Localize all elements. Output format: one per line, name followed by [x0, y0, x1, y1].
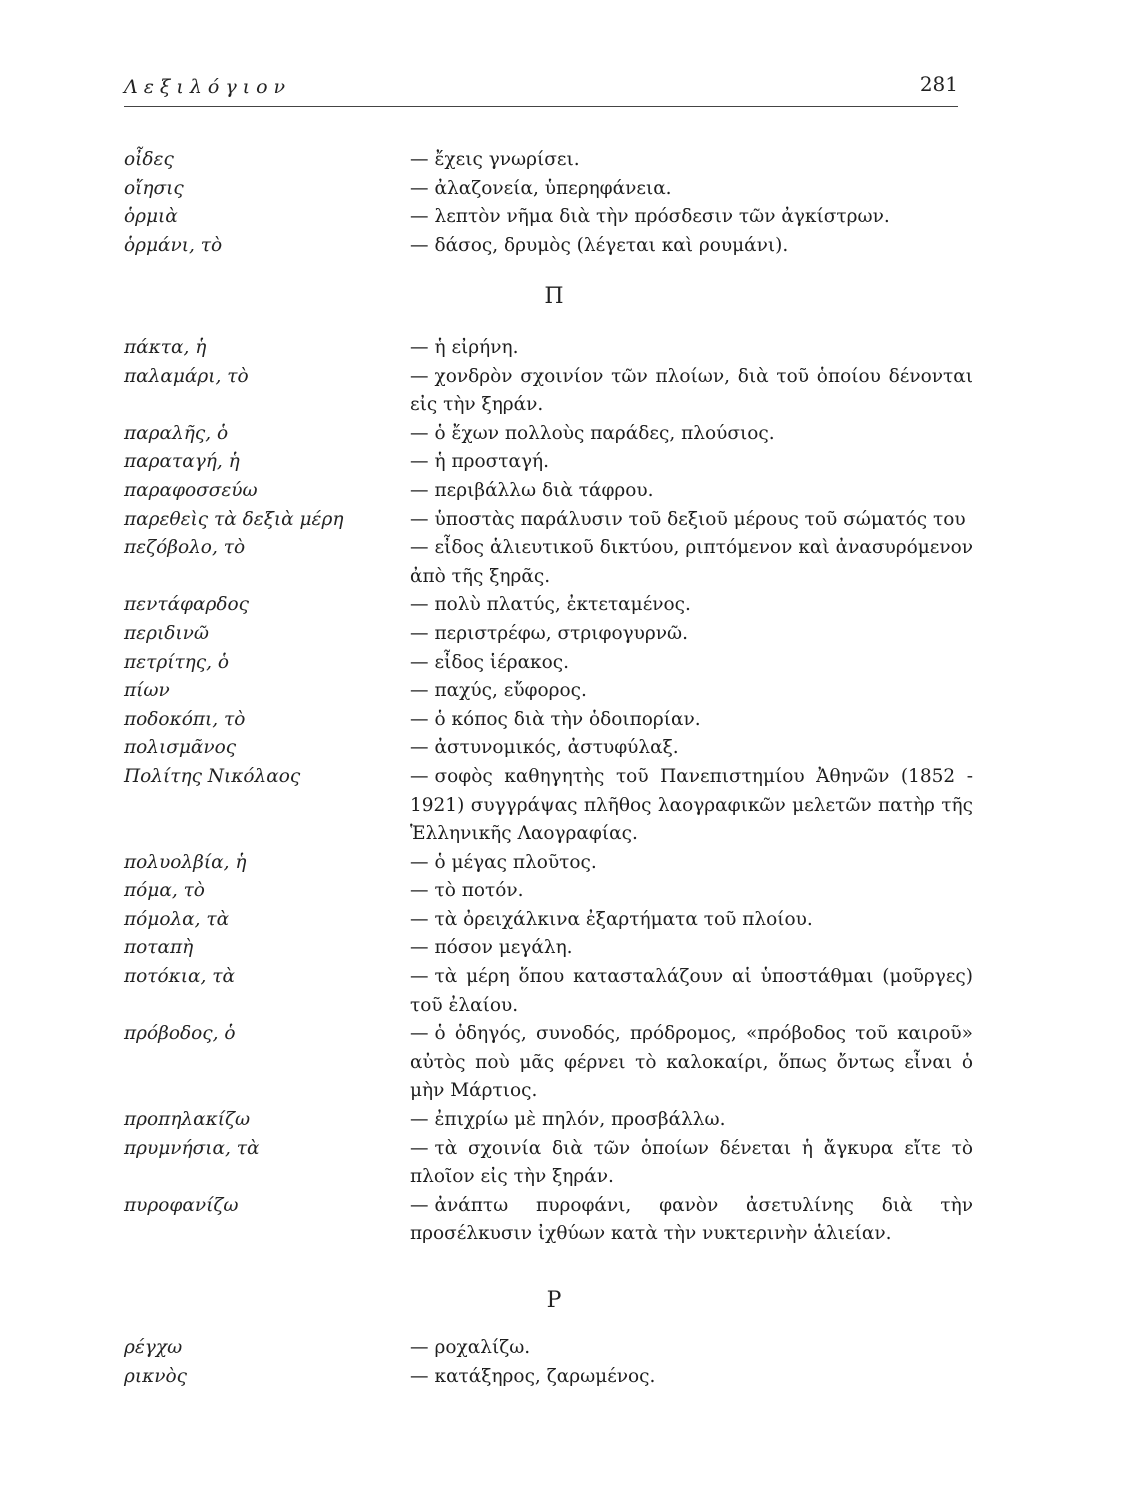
entry-term: πεζόβολο, τὸ	[124, 537, 246, 559]
entry-term: παραφοσσεύω	[124, 479, 258, 501]
list-item: οἴησις — ἀλαζονεία, ὑπερηφάνεια.	[124, 175, 984, 204]
entry-definition: ἀνάπτω πυροφάνι, φανὸν ἀσετυλίνης διὰ τὴν προσέλκυσιν ἰχθύων κατὰ τὴν νυκτερινὴν ἁλιείαν.	[410, 1194, 973, 1245]
section-omicron	[124, 146, 984, 260]
entry-definition: παχύς, εὔφορος.	[434, 680, 587, 702]
list-item: παρεθεὶς τὰ δεξιὰ μέρη — ὑποστὰς παράλυσιν τοῦ δεξιοῦ μέρους τοῦ σώματός του	[124, 506, 984, 535]
entry-list	[124, 1334, 984, 1391]
entry-definition: τὰ σχοινία διὰ τῶν ὁποίων δένεται ἡ ἄγκυρα εἴτε τὸ πλοῖον εἰς τὴν ξηράν.	[410, 1137, 973, 1188]
running-header	[124, 72, 958, 107]
entry-term: πίων	[124, 680, 170, 702]
list-item: ρικνὸς — κατάξηρος, ζαρωμένος.	[124, 1363, 984, 1392]
entry-term: περιδινῶ	[124, 622, 209, 644]
entry-definition: σοφὸς καθηγητὴς τοῦ Πανεπιστημίου Ἀθηνῶν (1852 - 1921) συγγράψας πλῆθος λαογραφικῶν μελετῶν πατὴρ τῆς Ἑλληνικῆς Λαογραφίας.	[410, 765, 973, 845]
list-item: πεντάφαρδος — πολὺ πλατύς, ἐκτεταμένος.	[124, 591, 984, 620]
entry-term: παραλῆς, ὁ	[124, 422, 229, 444]
entry-definition: ἔχεις γνωρίσει.	[434, 149, 580, 170]
list-item: ρέγχω — ροχαλίζω.	[124, 1334, 984, 1363]
entry-definition: κατάξηρος, ζαρωμένος.	[434, 1365, 656, 1387]
entry-definition: ὁ κόπος διὰ τὴν ὁδοιπορίαν.	[434, 708, 701, 730]
entry-term: πρόβοδος, ὁ	[124, 1023, 236, 1045]
list-item: προπηλακίζω — ἐπιχρίω μὲ πηλόν, προσβάλλω.	[124, 1106, 984, 1135]
list-item: ὁρμάνι, τὸ — δάσος, δρυμὸς (λέγεται καὶ ρουμάνι).	[124, 232, 984, 261]
entry-term: Πολίτης Νικόλαος	[124, 765, 301, 787]
entry-term: ποδοκόπι, τὸ	[124, 708, 246, 730]
entry-term: ὁρμάνι, τὸ	[124, 234, 223, 256]
list-item: πόμα, τὸ — τὸ ποτόν.	[124, 877, 984, 906]
entry-term: οἶδες	[124, 149, 174, 170]
entry-term: πολυολβία, ἡ	[124, 851, 247, 873]
list-item: Πολίτης Νικόλαος — σοφὸς καθηγητὴς τοῦ Πανεπιστημίου Ἀθηνῶν (1852 - 1921) συγγράψας πλῆθος λαογραφικῶν μελετῶν πατὴρ τῆς Ἑλληνικῆς Λαογραφίας.	[124, 763, 984, 849]
entry-definition: ἀστυνομικός, ἀστυφύλαξ.	[434, 737, 679, 759]
entry-term: προπηλακίζω	[124, 1109, 251, 1131]
list-item: πρόβοδος, ὁ — ὁ ὁδηγός, συνοδός, πρόδρομος, «πρόβοδος τοῦ καιροῦ» αὐτὸς ποὺ μᾶς φέρνει τὸ καλοκαίρι, ὅπως ὄντως εἶναι ὁ μὴν Μάρτιος.	[124, 1020, 984, 1106]
entry-term: παλαμάρι, τὸ	[124, 365, 249, 387]
entry-definition: ἡ εἰρήνη.	[434, 337, 519, 358]
entry-definition: εἶδος ἱέρακος.	[434, 651, 570, 673]
list-item: πρυμνήσια, τὰ — τὰ σχοινία διὰ τῶν ὁποίων δένεται ἡ ἄγκυρα εἴτε τὸ πλοῖον εἰς τὴν ξηράν.	[124, 1135, 984, 1192]
entry-definition: τὸ ποτόν.	[434, 880, 524, 902]
entry-definition: ἀλαζονεία, ὑπερηφάνεια.	[434, 177, 672, 199]
list-item: πάκτα, ἡ — ἡ εἰρήνη.	[124, 334, 984, 363]
entry-list	[124, 146, 984, 260]
entry-definition: ὁ ἔχων πολλοὺς παράδες, πλούσιος.	[434, 422, 775, 444]
entry-term: πάκτα, ἡ	[124, 337, 207, 358]
entry-term: πυροφανίζω	[124, 1194, 239, 1216]
list-item: πετρίτης, ὁ — εἶδος ἱέρακος.	[124, 649, 984, 678]
entry-term: πετρίτης, ὁ	[124, 651, 230, 673]
entry-definition: χονδρὸν σχοινίον τῶν πλοίων, διὰ τοῦ ὁποίου δένονται εἰς τὴν ξηράν.	[410, 365, 973, 416]
list-item: πίων — παχύς, εὔφορος.	[124, 677, 984, 706]
list-item: ποδοκόπι, τὸ — ὁ κόπος διὰ τὴν ὁδοιπορίαν.	[124, 706, 984, 735]
entry-definition: πόσον μεγάλη.	[434, 937, 573, 959]
list-item: οἶδες — ἔχεις γνωρίσει.	[124, 146, 984, 175]
entry-definition: δάσος, δρυμὸς (λέγεται καὶ ρουμάνι).	[434, 234, 789, 256]
entry-definition: ἡ προσταγή.	[434, 451, 550, 473]
entry-term: ποταπὴ	[124, 937, 194, 959]
entry-definition: περιστρέφω, στριφογυρνῶ.	[434, 622, 688, 644]
entry-term: πόμα, τὸ	[124, 880, 205, 902]
entry-definition: ἐπιχρίω μὲ πηλόν, προσβάλλω.	[434, 1109, 726, 1131]
entry-definition: τὰ ὀρειχάλκινα ἐξαρτήματα τοῦ πλοίου.	[434, 908, 813, 930]
list-item: πολισμᾶνος — ἀστυνομικός, ἀστυφύλαξ.	[124, 734, 984, 763]
list-item: ποτόκια, τὰ — τὰ μέρη ὅπου κατασταλάζουν αἱ ὑποστάθμαι (μοῦργες) τοῦ ἐλαίου.	[124, 963, 984, 1020]
list-item: περιδινῶ — περιστρέφω, στριφογυρνῶ.	[124, 620, 984, 649]
entry-definition: εἶδος ἁλιευτικοῦ δικτύου, ριπτόμενον καὶ ἀνασυρόμενον ἀπὸ τῆς ξηρᾶς.	[410, 537, 973, 587]
entry-term: παρεθεὶς τὰ δεξιὰ μέρη	[124, 508, 344, 530]
entry-term: ρικνὸς	[124, 1365, 188, 1387]
list-item: παραλῆς, ὁ — ὁ ἔχων πολλοὺς παράδες, πλούσιος.	[124, 420, 984, 449]
entry-term: ὁρμιὰ	[124, 206, 178, 228]
list-item: ὁρμιὰ — λεπτὸν νῆμα διὰ τὴν πρόσδεσιν τῶν ἀγκίστρων.	[124, 203, 984, 232]
list-item: πεζόβολο, τὸ — εἶδος ἁλιευτικοῦ δικτύου, ριπτόμενον καὶ ἀνασυρόμενον ἀπὸ τῆς ξηρᾶς.	[124, 534, 984, 591]
entry-definition: τὰ μέρη ὅπου κατασταλάζουν αἱ ὑποστάθμαι (μοῦργες) τοῦ ἐλαίου.	[410, 966, 973, 1016]
entry-definition: περιβάλλω διὰ τάφρου.	[434, 479, 654, 501]
entry-term: πόμολα, τὰ	[124, 908, 230, 930]
entry-definition: λεπτὸν νῆμα διὰ τὴν πρόσδεσιν τῶν ἀγκίστρων.	[434, 206, 890, 228]
entry-term: οἴησις	[124, 177, 184, 199]
entry-definition: ὑποστὰς παράλυσιν τοῦ δεξιοῦ μέρους τοῦ σώματός του	[434, 508, 966, 530]
list-item: παλαμάρι, τὸ — χονδρὸν σχοινίον τῶν πλοίων, διὰ τοῦ ὁποίου δένονται εἰς τὴν ξηράν.	[124, 363, 984, 420]
list-item: παραφοσσεύω — περιβάλλω διὰ τάφρου.	[124, 477, 984, 506]
section-rho-entries	[124, 1334, 984, 1391]
section-pi-entries	[124, 334, 984, 1249]
list-item: πολυολβία, ἡ — ὁ μέγας πλοῦτος.	[124, 849, 984, 878]
entry-term: ποτόκια, τὰ	[124, 966, 236, 988]
header-title: Λεξιλόγιον	[124, 76, 292, 98]
entry-term: πεντάφαρδος	[124, 594, 250, 616]
entry-list	[124, 334, 984, 1249]
list-item: ποταπὴ — πόσον μεγάλη.	[124, 934, 984, 963]
list-item: πόμολα, τὰ — τὰ ὀρειχάλκινα ἐξαρτήματα τοῦ πλοίου.	[124, 906, 984, 935]
page-number: 281	[919, 72, 958, 96]
section-letter: Ρ	[546, 1288, 562, 1313]
entry-definition: ροχαλίζω.	[434, 1337, 531, 1358]
entry-term: ρέγχω	[124, 1337, 183, 1358]
section-letter: Π	[544, 284, 564, 309]
list-item: πυροφανίζω — ἀνάπτω πυροφάνι, φανὸν ἀσετυλίνης διὰ τὴν προσέλκυσιν ἰχθύων κατὰ τὴν νυκτερινὴν ἁλιείαν.	[124, 1192, 984, 1249]
entry-definition: ὁ ὁδηγός, συνοδός, πρόδρομος, «πρόβοδος τοῦ καιροῦ» αὐτὸς ποὺ μᾶς φέρνει τὸ καλοκαίρι, ὅπως ὄντως εἶναι ὁ μὴν Μάρτιος.	[410, 1023, 973, 1102]
entry-term: πρυμνήσια, τὰ	[124, 1137, 260, 1159]
list-item: παραταγή, ἡ — ἡ προσταγή.	[124, 448, 984, 477]
entry-term: πολισμᾶνος	[124, 737, 237, 759]
entry-definition: ὁ μέγας πλοῦτος.	[434, 851, 597, 873]
entry-term: παραταγή, ἡ	[124, 451, 240, 473]
entry-definition: πολὺ πλατύς, ἐκτεταμένος.	[434, 594, 691, 616]
